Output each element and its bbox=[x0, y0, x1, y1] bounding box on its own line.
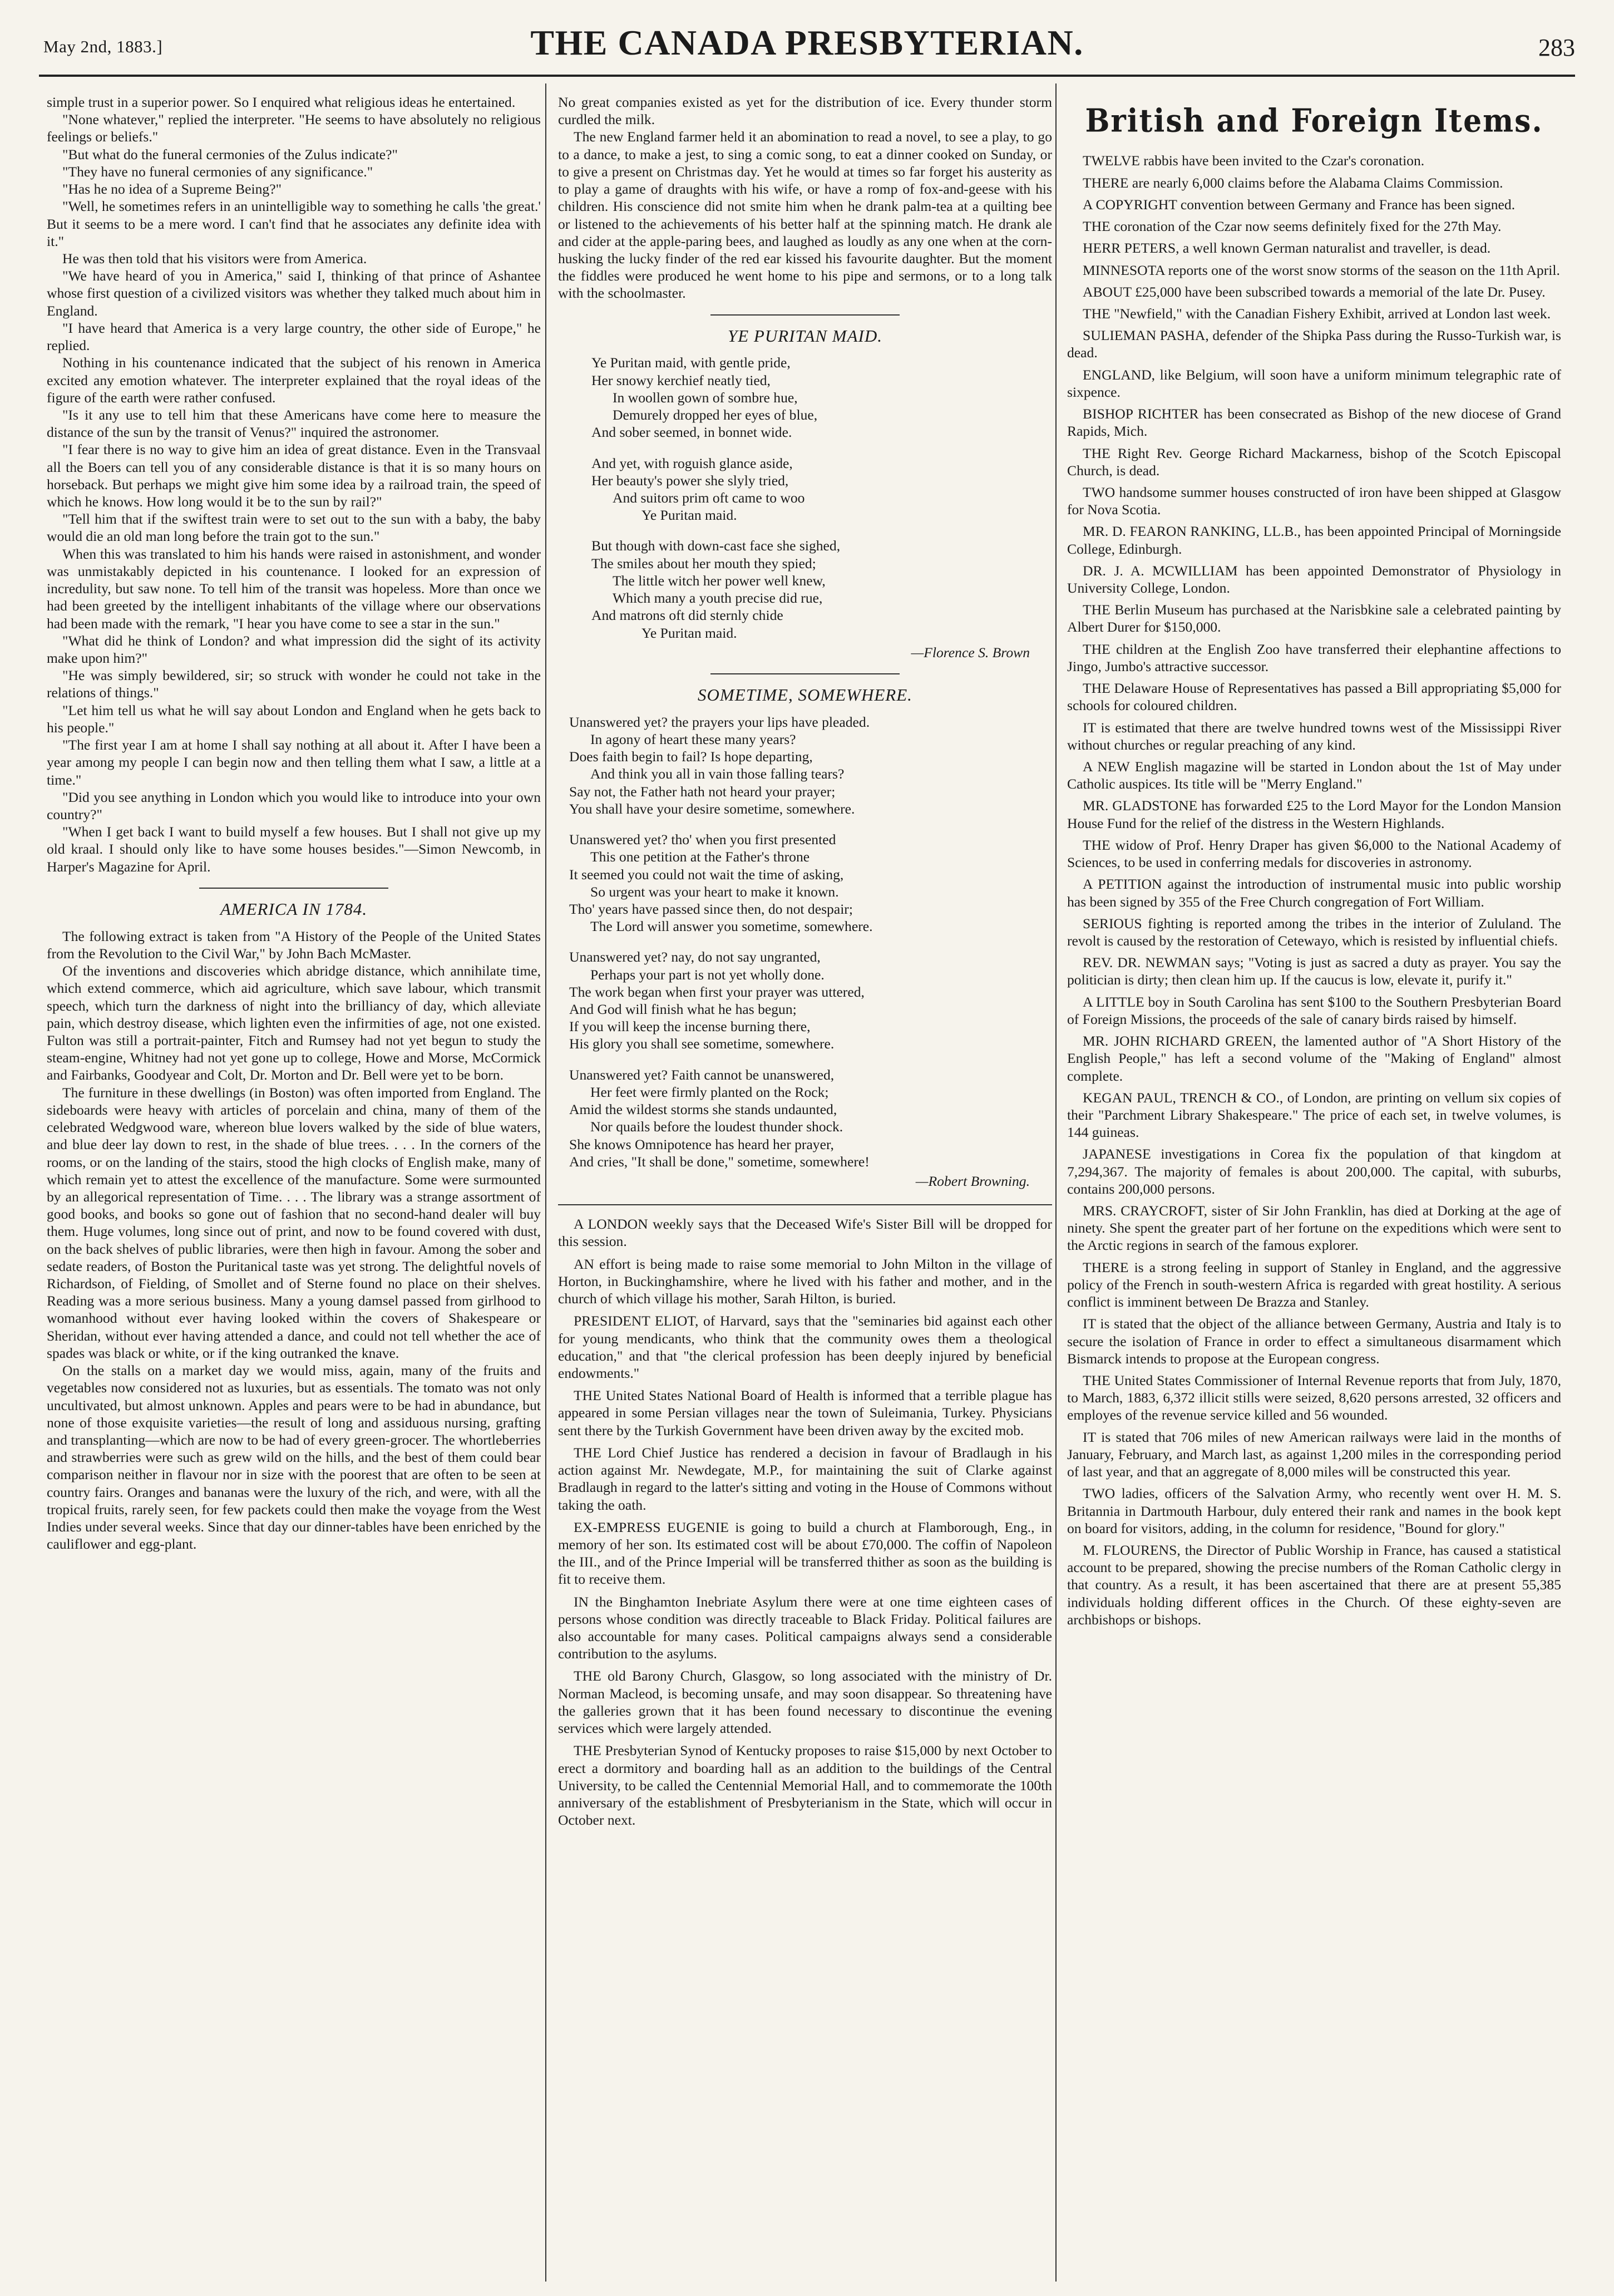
poem-line: But though with down-cast face she sighed, bbox=[591, 538, 841, 554]
issue-date: May 2nd, 1883.] bbox=[43, 37, 163, 56]
article-paragraph: "Is it any use to tell him that these Americans have come here to measure the distance of the sun by the transit of Venus?" inquired the astronomer. bbox=[47, 406, 541, 441]
news-item: ABOUT £25,000 have been subscribed towards a memorial of the late Dr. Pusey. bbox=[1083, 283, 1546, 300]
news-item: A PETITION against the introduction of instrumental music into public worship has been signed by 355 of the Free Church congregation of Fort William. bbox=[1067, 876, 1561, 910]
column-2 bbox=[558, 93, 1052, 2280]
article-paragraph: "None whatever," replied the interpreter. "He seems to have absolutely no religious feelings or beliefs." bbox=[47, 111, 541, 145]
poem-line: And God will finish what he has begun; bbox=[569, 1001, 797, 1018]
poem-line: Ye Puritan maid. bbox=[641, 624, 737, 641]
news-item: EX-EMPRESS EUGENIE is going to build a church at Flamborough, Eng., in memory of her son. Its estimated cost will be about £70,000. The coffin of Napoleon the III., and of the Prince Imperial will be transferred thither as soon as the building is fit to receive them. bbox=[558, 1519, 1052, 1588]
article-heading: AMERICA IN 1784. bbox=[220, 899, 368, 919]
poem-line: Her feet were firmly planted on the Rock; bbox=[590, 1083, 829, 1100]
poem-line: It seemed you could not wait the time of asking, bbox=[569, 866, 844, 883]
poem-line: Perhaps your part is not yet wholly done. bbox=[590, 966, 825, 983]
news-item: THE Right Rev. George Richard Mackarness, bishop of the Scotch Episcopal Church, is dead. bbox=[1067, 445, 1561, 479]
poem-line: And think you all in vain those falling tears? bbox=[590, 766, 845, 782]
article-paragraph: "I have heard that America is a very large country, the other side of Europe," he replied. bbox=[47, 319, 541, 354]
article-paragraph: "Tell him that if the swiftest train were to set out to the sun with a baby, the baby would die an old man long before the train got to the sun." bbox=[47, 511, 541, 545]
poem-stanza bbox=[591, 537, 1052, 641]
news-item: TWELVE rabbis have been invited to the Czar's coronation. bbox=[1083, 152, 1425, 169]
article-paragraph: The furniture in these dwellings (in Boston) was often imported from England. The sideboards were heavy with articles of porcelain and china, many of them of the celebrated Wedgwood ware, whereon blue lovers walked by the side of blue waters, and blue deer lay down to rest, in the shade of blue trees. . . . In the corners of the rooms, or on the landing of the stairs, stood the high clocks of English make, many of which remain yet to attest the excellence of the manufacture. Some were surmounted by an allegorical representation of Time. . . . The library was a strange assortment of good books, and books so gone out of fashion that no second-hand dealer will buy them. Huge volumes, long since out of print, and now to be found covered with dust, on the back shelves of public libraries, were then high in favour. Among the sober and sedate readers, of Boston the Puritanical taste was yet strong. The delightful novels of Richardson, of Fielding, of Smollet and of Sterne found no place on their shelves. Reading was a more serious business. Many a young damsel passed from girlhood to womanhood without ever having looked within the covers of Shakespeare or Sheridan, without ever having attended a dance, and could not tell whether the ace of spades was black or white, or if the king outranked the knave. bbox=[47, 1084, 541, 1361]
news-item: BISHOP RICHTER has been consecrated as Bishop of the new diocese of Grand Rapids, Mich. bbox=[1067, 406, 1561, 440]
article-paragraph: simple trust in a superior power. So I enquired what religious ideas he entertained. bbox=[47, 94, 516, 110]
poem-stanza bbox=[591, 354, 1052, 441]
poem-line: And sober seemed, in bonnet wide. bbox=[591, 424, 792, 441]
poem-stanza bbox=[569, 713, 1052, 817]
article-paragraph: "They have no funeral cermonies of any significance." bbox=[62, 163, 373, 180]
poem-line: Demurely dropped her eyes of blue, bbox=[613, 407, 818, 423]
poem-line: She knows Omnipotence has heard her prayer, bbox=[569, 1136, 834, 1152]
news-item: IT is stated that 706 miles of new American railways were laid in the months of January, February, and March last, as against 1,200 miles in the corresponding period of last year, and that an aggregate of 8,000 miles will be constructed this year. bbox=[1067, 1428, 1561, 1480]
poem-title: SOMETIME, SOMEWHERE. bbox=[698, 684, 912, 704]
poem-line: Does faith begin to fail? Is hope departing, bbox=[569, 748, 813, 765]
poem-line: The smiles about her mouth they spied; bbox=[591, 555, 816, 571]
column-divider bbox=[1055, 83, 1057, 2282]
news-item: A LONDON weekly says that the Deceased Wife's Sister Bill will be dropped for this session. bbox=[558, 1216, 1052, 1250]
poem-line: Amid the wildest storms she stands undaunted, bbox=[569, 1101, 837, 1118]
article-paragraph: "We have heard of you in America," said I, thinking of that prince of Ashantee whose first question of a civilized visitors was whether they talked much about him in England. bbox=[47, 268, 541, 319]
article-paragraph: "But what do the funeral cermonies of the Zulus indicate?" bbox=[62, 146, 398, 162]
poem-line: His glory you shall see sometime, somewhere. bbox=[569, 1036, 835, 1052]
poem-line: The work began when first your prayer was uttered, bbox=[569, 983, 865, 1000]
article-paragraph: He was then told that his visitors were from America. bbox=[62, 250, 367, 267]
poem-title: YE PURITAN MAID. bbox=[727, 326, 883, 346]
news-item: THE United States Commissioner of Internal Revenue reports that from July, 1870, to March, 1883, 6,372 illicit stills were seized, 8,620 persons arrested, 32 officers and employes of the revenue service killed and 56 wounded. bbox=[1067, 1372, 1561, 1423]
section-rule bbox=[558, 1204, 1052, 1205]
news-item: SULIEMAN PASHA, defender of the Shipka Pass during the Russo-Turkish war, is dead. bbox=[1067, 327, 1561, 361]
poem-line: The little witch her power well knew, bbox=[613, 572, 826, 589]
news-item: HERR PETERS, a well known German naturalist and traveller, is dead. bbox=[1083, 240, 1491, 257]
poem-stanza bbox=[569, 1066, 1052, 1170]
poem-line: So urgent was your heart to make it known. bbox=[590, 883, 839, 900]
article-paragraph: Nothing in his countenance indicated that the subject of his renown in America excited any emotion whatever. The interpreter explained that the royal ideas of the figure of the earth were rather confused. bbox=[47, 354, 541, 406]
article-paragraph: "The first year I am at home I shall say nothing at all about it. After I have been a year among my people I can begin now and then telling them what I saw, a little at a time." bbox=[47, 737, 541, 788]
poem-line: Say not, the Father hath not heard your prayer; bbox=[569, 783, 836, 800]
column-divider bbox=[545, 83, 546, 2282]
poem-line: This one petition at the Father's throne bbox=[590, 849, 810, 865]
poem-line: Nor quails before the loudest thunder shock. bbox=[590, 1119, 843, 1135]
poem-line: Unanswered yet? nay, do not say ungranted, bbox=[569, 949, 821, 965]
article-paragraph: The new England farmer held it an abomination to read a novel, to see a play, to go to a dance, to make a jest, to sing a comic song, to eat a dinner cooked on Sunday, or to give a present on Christmas day. Yet he would at times so far forget his austerity as to play a game of draughts with his wife, or have a romp of fox-and-geese with his children. His conscience did not smite him when he drank palm-tea at a quilting bee or listened to the achievements of his better half at the spinning match. He drank ale and cider at the apple-paring bees, and laughed as loudly as any one when at the corn-husking the lucky finder of the red ear kissed his favourite daughter. But the moment the fiddles were produced he went home to his pipe and sermons, or to a long talk with the schoolmaster. bbox=[558, 129, 1052, 302]
poem-line: Tho' years have passed since then, do not despair; bbox=[569, 900, 853, 917]
poem-line: If you will keep the incense burning there, bbox=[569, 1018, 811, 1035]
poem-line: Ye Puritan maid, with gentle pride, bbox=[591, 354, 791, 371]
news-item: THE Berlin Museum has purchased at the Narisbkine sale a celebrated painting by Albert Durer for $150,000. bbox=[1067, 602, 1561, 635]
section-rule bbox=[199, 888, 388, 889]
news-item: SERIOUS fighting is reported among the tribes in the interior of Zululand. The revolt is caused by the restoration of Cetewayo, which is resisted by influential chiefs. bbox=[1067, 915, 1561, 949]
article-paragraph: On the stalls on a market day we would miss, again, many of the fruits and vegetables now considered not as luxuries, but as essentials. The tomato was not only uncultivated, but almost unknown. Apples and pears were to be had in abundance, but none of those exquisite varieties—the result of long and assiduous nursing, grafting and transplanting—which are now to be had of every green-grocer. The whortleberries and strawberries were such as grew wild on the hills, and the best of them could bear comparison neither in flavour nor in size with the poorest that are often to be seen at country fairs. Oranges and bananas were the luxury of the rich, and were, with all the tropical fruits, rarely seen, for few packets could then make the voyage from the West Indies under several weeks. Since that day our dinner-tables have been enriched by the cauliflower and egg-plant. bbox=[47, 1362, 541, 1553]
news-item: A LITTLE boy in South Carolina has sent $100 to the Southern Presbyterian Board of Foreign Missions, the proceeds of the sale of canary birds raised by himself. bbox=[1067, 993, 1561, 1027]
poem-line: Ye Puritan maid. bbox=[641, 507, 737, 524]
news-item: IN the Binghamton Inebriate Asylum there were at one time eighteen cases of persons whose condition was directly traceable to Black Friday. Political failures are also accountable for many cases. Political campaigns always send a considerable contribution to the asylums. bbox=[558, 1593, 1052, 1662]
news-item: THE Presbyterian Synod of Kentucky proposes to raise $15,000 by next October to erect a dormitory and boarding hall as an addition to the buildings of the Central University, to be called the Centennial Memorial Hall, and to commemorate the 100th anniversary of the establishment of Presbyterianism in the State, which will occur in October next. bbox=[558, 1742, 1052, 1829]
section-rule bbox=[710, 314, 900, 316]
poem-line: In agony of heart these many years? bbox=[590, 731, 796, 747]
news-item: A COPYRIGHT convention between Germany and France has been signed. bbox=[1083, 196, 1516, 213]
news-item: ENGLAND, like Belgium, will soon have a uniform minimum telegraphic rate of sixpence. bbox=[1067, 366, 1561, 400]
news-notes bbox=[558, 1215, 1052, 1829]
column-3 bbox=[1067, 93, 1561, 2280]
news-item: PRESIDENT ELIOT, of Harvard, says that the "seminaries bid against each other for young mendicants, who think that the community owes them a theological education," and that "the clerical profession has been deeply injured by beneficial endowments." bbox=[558, 1313, 1052, 1381]
poem-line: Which many a youth precise did rue, bbox=[613, 590, 823, 607]
poem-line: And yet, with roguish glance aside, bbox=[591, 455, 793, 471]
news-item: MR. JOHN RICHARD GREEN, the lamented author of "A Short History of the English People," has left a second volume of the "Making of England" almost complete. bbox=[1067, 1033, 1561, 1084]
news-item: REV. DR. NEWMAN says; "Voting is just as sacred a duty as prayer. You say the politician is dirty; then clean him up. If the caucus is low, elevate it, purify it." bbox=[1067, 954, 1561, 988]
article-paragraph: "Did you see anything in London which you would like to introduce into your own country?" bbox=[47, 789, 541, 822]
article-paragraph: The following extract is taken from "A History of the People of the United States from the Revolution to the Civil War," by John Bach McMaster. bbox=[47, 928, 541, 962]
news-item: THERE is a strong feeling in support of Stanley in England, and the aggressive policy of the French in south-western Africa is regarded with great hostility. A serious conflict is imminent between De Brazza and Stanley. bbox=[1067, 1259, 1561, 1310]
poem-line: Her beauty's power she slyly tried, bbox=[591, 472, 789, 489]
news-item: MR. D. FEARON RANKING, LL.B., has been appointed Principal of Morningside College, Edinburgh. bbox=[1067, 523, 1561, 557]
poem-line: The Lord will answer you sometime, somewhere. bbox=[590, 918, 873, 935]
news-item: MR. GLADSTONE has forwarded £25 to the Lord Mayor for the London Mansion House Fund for the relief of the distress in the Western Highlands. bbox=[1067, 797, 1561, 831]
header-rule bbox=[39, 75, 1575, 77]
poem-author: —Robert Browning. bbox=[915, 1173, 1030, 1189]
news-item: KEGAN PAUL, TRENCH & CO., of London, are printing on vellum six copies of their "Parchment Library Shakespeare." The price of each set, in twelve volumes, is 144 guineas. bbox=[1067, 1089, 1561, 1141]
section-rule bbox=[710, 673, 900, 674]
column-1 bbox=[47, 93, 541, 2280]
poem-stanza bbox=[569, 831, 1052, 935]
news-item: THE old Barony Church, Glasgow, so long associated with the ministry of Dr. Norman Macleod, is becoming unsafe, and may soon disappear. So threatening have the galleries grown that it has been found necessary to discontinue the evening services which were largely attended. bbox=[558, 1668, 1052, 1737]
news-item: A NEW English magazine will be started in London about the 1st of May under Catholic auspices. Its title will be "Merry England." bbox=[1067, 758, 1561, 792]
poem-author: —Florence S. Brown bbox=[911, 644, 1030, 661]
news-item: TWO handsome summer houses constructed of iron have been shipped at Glasgow for Nova Scotia. bbox=[1067, 484, 1561, 518]
poem-line: Unanswered yet? the prayers your lips have pleaded. bbox=[569, 713, 870, 730]
article-paragraph: "When I get back I want to build myself a few houses. But I shall not give up my old kraal. I should only like to have some houses besides."—Simon Newcomb, in Harper's Magazine for April. bbox=[47, 824, 541, 875]
poem-line: Her snowy kerchief neatly tied, bbox=[591, 372, 771, 388]
news-items-list bbox=[1067, 152, 1561, 1628]
america-article bbox=[47, 928, 541, 1553]
masthead bbox=[0, 0, 1614, 83]
news-item: IT is stated that the object of the alliance between Germany, Austria and Italy is to secure the isolation of France in order to effect a simultaneous disarmament which Bismarck intends to propose at the European congress. bbox=[1067, 1315, 1561, 1367]
news-item: THERE are nearly 6,000 claims before the Alabama Claims Commission. bbox=[1083, 174, 1503, 191]
news-item: THE children at the English Zoo have transferred their elephantine affections to Jingo, Jumbo's attractive successor. bbox=[1067, 640, 1561, 674]
news-item: MRS. CRAYCROFT, sister of Sir John Franklin, has died at Dorking at the age of ninety. She spent the greater part of her fortune on the expeditions which were sent to the Arctic regions in search of the famous explorer. bbox=[1067, 1203, 1561, 1254]
news-item: THE widow of Prof. Henry Draper has given $6,000 to the National Academy of Sciences, to be used in conferring medals for discoveries in astronomy. bbox=[1067, 836, 1561, 871]
article-paragraph: "What did he think of London? and what impression did the sight of its activity make upon him?" bbox=[47, 632, 541, 666]
news-item: M. FLOURENS, the Director of Public Worship in France, has caused a statistical account to be prepared, showing the precise numbers of the Roman Catholic clergy in that country. As a result, it has been ascertained that there are at present 55,385 individuals holding different offices in the Church. Of these eighty-seven are archbishops or bishops. bbox=[1067, 1541, 1561, 1628]
news-item: THE "Newfield," with the Canadian Fishery Exhibit, arrived at London last week. bbox=[1083, 305, 1551, 322]
poem-sometime-somewhere bbox=[569, 713, 1052, 1170]
news-item: THE Delaware House of Representatives has passed a Bill appropriating $5,000 for schools for coloured children. bbox=[1067, 680, 1561, 714]
news-item: DR. J. A. MCWILLIAM has been appointed Demonstrator of Physiology in University College, London. bbox=[1067, 562, 1561, 597]
poem-line: And matrons oft did sternly chide bbox=[591, 607, 783, 624]
page-number: 283 bbox=[1538, 34, 1575, 61]
news-item: IT is estimated that there are twelve hundred towns west of the Mississippi River without churches or regular preaching of any kind. bbox=[1067, 719, 1561, 753]
article-paragraph: "He was simply bewildered, sir; so struck with wonder he could not take in the relations of things." bbox=[47, 667, 541, 701]
zulu-article bbox=[47, 93, 541, 875]
section-heading: British and Foreign Items. bbox=[1085, 102, 1543, 140]
news-item: THE United States National Board of Health is informed that a terrible plague has appeared in some Persian villages near the town of Suleimania, Turkey. Physicians sent there by the Turkish Government have been driven away by the excited mob. bbox=[558, 1387, 1052, 1438]
article-paragraph: "I fear there is no way to give him an idea of great distance. Even in the Transvaal all the Boers can tell you of any considerable distance is that it is so many hours on horseback. But perhaps we might give him some idea by a railroad train, the speed of which he knows. How long would it be to the sun by rail?" bbox=[47, 441, 541, 510]
news-item: TWO ladies, officers of the Salvation Army, who recently went over H. M. S. Britannia in Dartmouth Harbour, duly entered their rank and names in the book kept on board for visitors, adding, in the column for residence, "Bound for glory." bbox=[1067, 1485, 1561, 1536]
news-item: MINNESOTA reports one of the worst snow storms of the season on the 11th April. bbox=[1083, 262, 1560, 278]
news-item: JAPANESE investigations in Corea fix the population of that kingdom at 7,294,367. The majority of females is about 200,000. The capital, with suburbs, contains 200,000 persons. bbox=[1067, 1146, 1561, 1197]
poem-line: And cries, "It shall be done," sometime, somewhere! bbox=[569, 1153, 870, 1170]
newspaper-title: THE CANADA PRESBYTERIAN. bbox=[530, 23, 1084, 62]
article-paragraph: "Has he no idea of a Supreme Being?" bbox=[62, 181, 282, 198]
poem-line: Unanswered yet? tho' when you first presented bbox=[569, 831, 836, 848]
article-paragraph: "Let him tell us what he will say about London and England when he gets back to his people." bbox=[47, 702, 541, 736]
poem-line: In woollen gown of sombre hue, bbox=[613, 389, 798, 406]
article-paragraph: "Well, he sometimes refers in an unintelligible way to something he calls 'the great.' But it seems to be a mere word. I can't find that he associates any definite idea with it." bbox=[47, 198, 541, 249]
news-item: AN effort is being made to raise some memorial to John Milton in the village of Horton, in Buckinghamshire, where he lived with his father and mother, and in the church of which village his mother, Sarah Hilton, is buried. bbox=[558, 1255, 1052, 1307]
poem-stanza bbox=[569, 948, 1052, 1052]
article-paragraph: No great companies existed as yet for the distribution of ice. Every thunder storm curdled the milk. bbox=[558, 94, 1052, 128]
news-item: THE Lord Chief Justice has rendered a decision in favour of Bradlaugh in his action against Mr. Newdegate, M.P., for maintaining the suit of Clarke against Bradlaugh in regard to the latter's sitting and voting in the House of Commons without taking the oath. bbox=[558, 1444, 1052, 1513]
poem-line: Unanswered yet? Faith cannot be unanswered, bbox=[569, 1066, 835, 1083]
news-item: THE coronation of the Czar now seems definitely fixed for the 27th May. bbox=[1083, 218, 1502, 235]
poem-puritan-maid bbox=[591, 354, 1052, 641]
article-paragraph: When this was translated to him his hands were raised in astonishment, and wonder was unmistakably depicted in his countenance. I looked for an expression of incredulity, but saw none. To tell him of the transit was hopeless. More than once we had been greeted by the intelligent inhabitants of the village where our observations had been made with the remark, "I hear you have come to see a star in the sun." bbox=[47, 545, 541, 632]
poem-stanza bbox=[591, 455, 1052, 524]
poem-line: You shall have your desire sometime, somewhere. bbox=[569, 800, 855, 817]
article-paragraph: Of the inventions and discoveries which abridge distance, which annihilate time, which extend commerce, which aid agriculture, which save labour, which transmit speech, which turn the darkness of night into the brilliancy of day, which alleviate pain, which destroy disease, which lighten even the infirmities of age, not one existed. Fulton was still a portrait-painter, Fitch and Rumsey had not yet begun to study the steam-engine, Whitney had not yet gone up to college, Howe and Morse, McCormick and Fairbanks, Goodyear and Colt, Dr. Morton and Dr. Bell were yet to be born. bbox=[47, 963, 541, 1083]
poem-line: And suitors prim oft came to woo bbox=[613, 489, 805, 506]
